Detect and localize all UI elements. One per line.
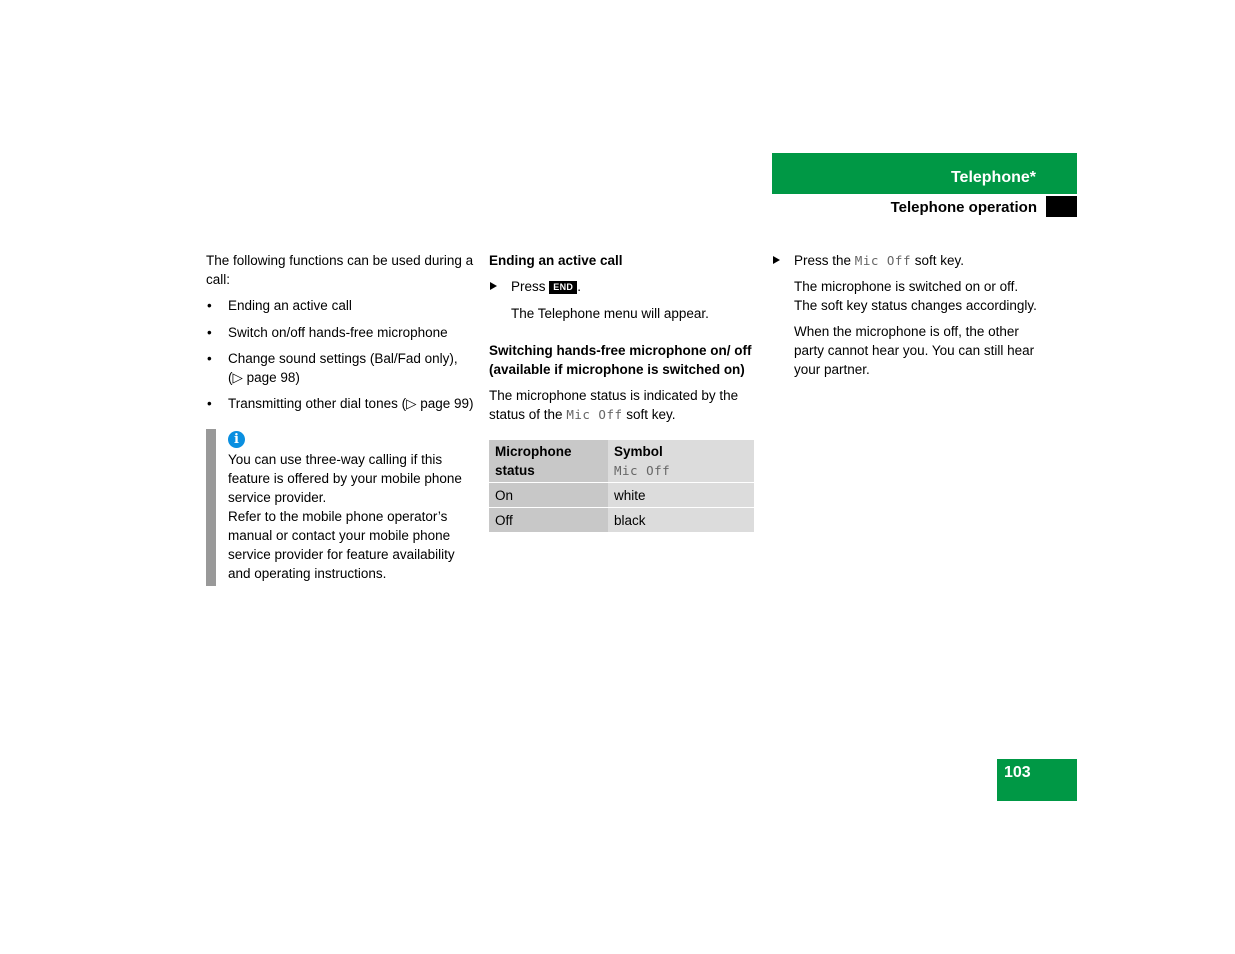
header-symbol-key: Mic Off — [614, 463, 671, 478]
header-status: Microphone status — [489, 440, 608, 483]
mic-off-key: Mic Off — [566, 407, 623, 422]
cell-status: Off — [489, 508, 608, 533]
step-result: The Telephone menu will appear. — [511, 306, 709, 321]
mic-status-text — [489, 386, 755, 424]
list-item: • Change sound settings (Bal/Fad only), (▷ page 98) — [206, 349, 474, 387]
page-number: 103 — [997, 759, 1077, 801]
para-text: soft key. — [626, 407, 676, 422]
header-symbol — [608, 440, 754, 483]
end-key: END — [549, 281, 577, 294]
info-icon: i — [228, 431, 245, 448]
table-row — [489, 483, 754, 508]
column-right — [772, 251, 1042, 379]
chapter-title: Telephone* — [772, 153, 1077, 194]
mic-status-table — [489, 440, 754, 532]
step-text: soft key. — [914, 253, 965, 268]
step-press-mic-off — [772, 251, 1042, 270]
step-text: Press the — [794, 253, 852, 268]
mic-off-key: Mic Off — [854, 253, 911, 268]
step-press-end — [489, 277, 755, 296]
step-text: Press — [511, 279, 546, 294]
column-left — [206, 251, 474, 586]
note-text: Refer to the mobile phone operator’s manual or contact your mobile phone service provider for feature availability and operating instructions. — [228, 509, 455, 581]
function-list — [206, 296, 474, 413]
table-header — [489, 440, 754, 483]
cell-symbol: white — [608, 483, 754, 508]
para-text: The microphone status is indicated by the status of the — [489, 388, 739, 422]
info-note — [206, 429, 474, 586]
intro-text: The following functions can be used during a call: — [206, 253, 474, 287]
list-item: • Switch on/off hands-free microphone — [206, 323, 474, 342]
heading-ending-call: Ending an active call — [489, 253, 623, 268]
header-symbol-label: Symbol — [614, 444, 663, 459]
cell-status: On — [489, 483, 608, 508]
table-row — [489, 508, 754, 533]
note-text: You can use three-way calling if this feature is offered by your mobile phone service provider. — [228, 452, 462, 505]
step-result: The microphone is switched on or off. The soft key status changes accordingly. — [794, 279, 1037, 313]
column-middle — [489, 251, 755, 532]
step-period: . — [577, 279, 581, 294]
note-bar — [206, 429, 216, 586]
step-arrow-icon — [773, 256, 780, 264]
heading-switch-mic: Switching hands-free microphone on/ off (available if microphone is switched on) — [489, 343, 752, 377]
cell-symbol: black — [608, 508, 754, 533]
step-arrow-icon — [490, 282, 497, 290]
list-item: • Ending an active call — [206, 296, 474, 315]
section-title: Telephone operation — [890, 199, 1037, 216]
list-item: • Transmitting other dial tones (▷ page 99) — [206, 394, 474, 413]
step-result: When the microphone is off, the other party cannot hear you. You can still hear your partner. — [794, 324, 1035, 377]
section-marker — [1046, 196, 1077, 217]
